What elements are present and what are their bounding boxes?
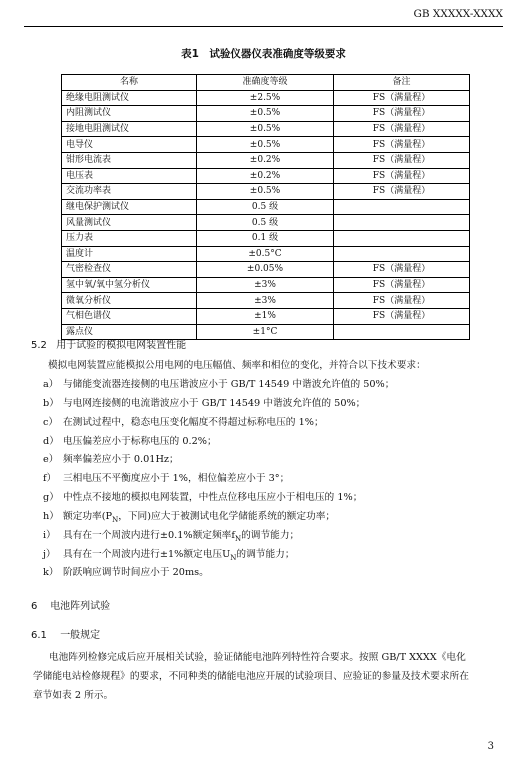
item-label: i） [43,529,56,541]
section-6-1-body [33,648,503,705]
cell-note [334,215,470,231]
item-subscript: N [112,515,119,524]
col-header-name: 名称 [62,75,197,91]
table-row [62,215,470,231]
item-text: 具有在一个周波内进行±1%额定电压U [63,548,231,560]
cell-name: 内阻测试仪 [62,106,197,122]
cell-note [334,230,470,246]
item-label: c） [43,416,59,428]
cell-accuracy: ±1°C [197,324,334,340]
item-label: h） [43,510,59,522]
item-subscript: N [230,553,237,562]
cell-name: 气相色谱仪 [62,308,197,324]
cell-name: 交流功率表 [62,184,197,200]
item-subscript: N [234,534,242,543]
body-line: 电池阵列检修完成后应开展相关试验，验证储能电池阵列特性符合要求。按照 GB/T XXXX《电化 [49,652,466,663]
list-item [43,451,394,470]
cell-note: FS（满量程） [334,121,470,137]
table-row [62,246,470,262]
table-row [62,168,470,184]
cell-note [334,199,470,215]
table-row [62,184,470,200]
cell-note: FS（满量程） [334,168,470,184]
cell-accuracy: ±0.5% [197,137,334,153]
table-row [62,308,470,324]
item-label: g） [43,492,59,504]
section-title: 电池阵列试验 [50,601,111,612]
cell-note: FS（满量程） [334,90,470,106]
cell-name: 绝缘电阻测试仪 [62,90,197,106]
list-item [43,546,394,565]
cell-note: FS（满量程） [334,106,470,122]
cell-accuracy: ±3% [197,277,334,293]
cell-name: 电导仪 [62,137,197,153]
page-number: 3 [487,741,494,752]
list-item [43,395,394,414]
table-row [62,137,470,153]
requirement-list [43,376,394,583]
cell-name: 气密检查仪 [62,262,197,278]
table-row [62,152,470,168]
list-item [43,527,394,546]
cell-accuracy: ±0.5°C [197,246,334,262]
list-item [43,433,394,452]
item-text: 频率偏差应小于 0.01Hz； [63,454,179,466]
item-label: k） [43,567,59,579]
section-6-heading [31,597,110,612]
cell-accuracy: ±1% [197,308,334,324]
section-number: 5.2 [31,340,47,351]
cell-name: 电压表 [62,168,197,184]
item-text: 与储能变流器连接侧的电压谐波应小于 GB/T 14549 中谐波允许值的 50%； [63,379,395,390]
section-title: 用于试验的模拟电网装置性能 [56,340,187,351]
table-row [62,262,470,278]
table-title: 表1 试验仪器仪表准确度等级要求 [181,48,346,60]
list-item [43,508,394,527]
cell-note: FS（满量程） [334,262,470,278]
list-item [43,376,394,395]
table-header-row [62,75,470,91]
cell-accuracy: ±0.2% [197,168,334,184]
col-header-accuracy: 准确度等级 [197,75,334,91]
section-number: 6 [31,601,38,612]
item-text: 的调节能力； [241,529,300,541]
item-text: 阶跃响应调节时间应小于 20ms。 [63,567,209,579]
item-text: 具有在一个周波内进行±0.1%额定频率f [63,529,235,541]
cell-accuracy: 0.5 级 [197,199,334,215]
col-header-note: 备注 [334,75,470,91]
table-row [62,277,470,293]
table-row [62,121,470,137]
item-text: 在测试过程中，稳态电压变化幅度不得超过标称电压的 1%； [63,416,324,428]
section-number: 6.1 [31,630,47,641]
item-text: 额定功率(P [63,510,113,522]
cell-note: FS（满量程） [334,184,470,200]
cell-name: 温度计 [62,246,197,262]
item-text: 中性点不接地的模拟电网装置，中性点位移电压应小于相电压的 1%； [63,492,363,504]
item-label: f） [43,473,57,485]
list-item [43,470,394,489]
cell-note: FS（满量程） [334,152,470,168]
item-text: 电压偏差应小于标称电压的 0.2%； [63,435,217,447]
cell-name: 微氧分析仪 [62,293,197,309]
section-6-1-heading [31,626,100,641]
cell-accuracy: ±2.5% [197,90,334,106]
section-title: 一般规定 [60,630,101,641]
cell-note [334,324,470,340]
cell-name: 风量测试仪 [62,215,197,231]
table-row [62,230,470,246]
cell-name: 露点仪 [62,324,197,340]
cell-name: 继电保护测试仪 [62,199,197,215]
table-row [62,199,470,215]
item-text: 的调节能力； [236,548,295,560]
cell-accuracy: ±3% [197,293,334,309]
cell-accuracy: ±0.05% [197,262,334,278]
cell-note: FS（满量程） [334,293,470,309]
header-rule [24,26,503,27]
item-label: b） [43,397,59,409]
item-text: ，下同)应大于被测试电化学储能系统的额定功率； [118,510,336,522]
table-row [62,90,470,106]
cell-note [334,246,470,262]
cell-name: 压力表 [62,230,197,246]
body-line: 学储能电站检修规程》的要求，不同种类的储能电池应开展的试验项目、应验证的参量及技术要求所在 [33,671,469,682]
item-label: e） [43,454,59,466]
cell-accuracy: ±0.5% [197,121,334,137]
list-item [43,414,394,433]
item-label: a） [43,379,59,390]
list-item [43,564,394,583]
standard-number: GB XXXXX-XXXX [413,8,503,20]
table-row [62,293,470,309]
body-line: 章节如表 2 所示。 [33,690,114,701]
list-item [43,489,394,508]
item-text: 三相电压不平衡度应小于 1%，相位偏差应小于 3°； [63,473,290,485]
cell-name: 钳形电流表 [62,152,197,168]
item-text: 与电网连接侧的电流谐波应小于 GB/T 14549 中谐波允许值的 50%； [63,397,366,409]
cell-accuracy: 0.1 级 [197,230,334,246]
cell-accuracy: ±0.5% [197,184,334,200]
cell-note: FS（满量程） [334,137,470,153]
section-5-2-intro: 模拟电网装置应能模拟公用电网的电压幅值、频率和相位的变化，并符合以下技术要求： [48,360,426,371]
item-label: j） [43,548,56,560]
cell-accuracy: ±0.5% [197,106,334,122]
cell-accuracy: 0.5 级 [197,215,334,231]
cell-name: 氢中氧/氧中氢分析仪 [62,277,197,293]
item-label: d） [43,435,59,447]
accuracy-table [61,74,470,340]
cell-note: FS（满量程） [334,308,470,324]
section-5-2-heading [31,336,186,351]
cell-note: FS（满量程） [334,277,470,293]
cell-name: 接地电阻测试仪 [62,121,197,137]
cell-accuracy: ±0.2% [197,152,334,168]
table-row [62,106,470,122]
